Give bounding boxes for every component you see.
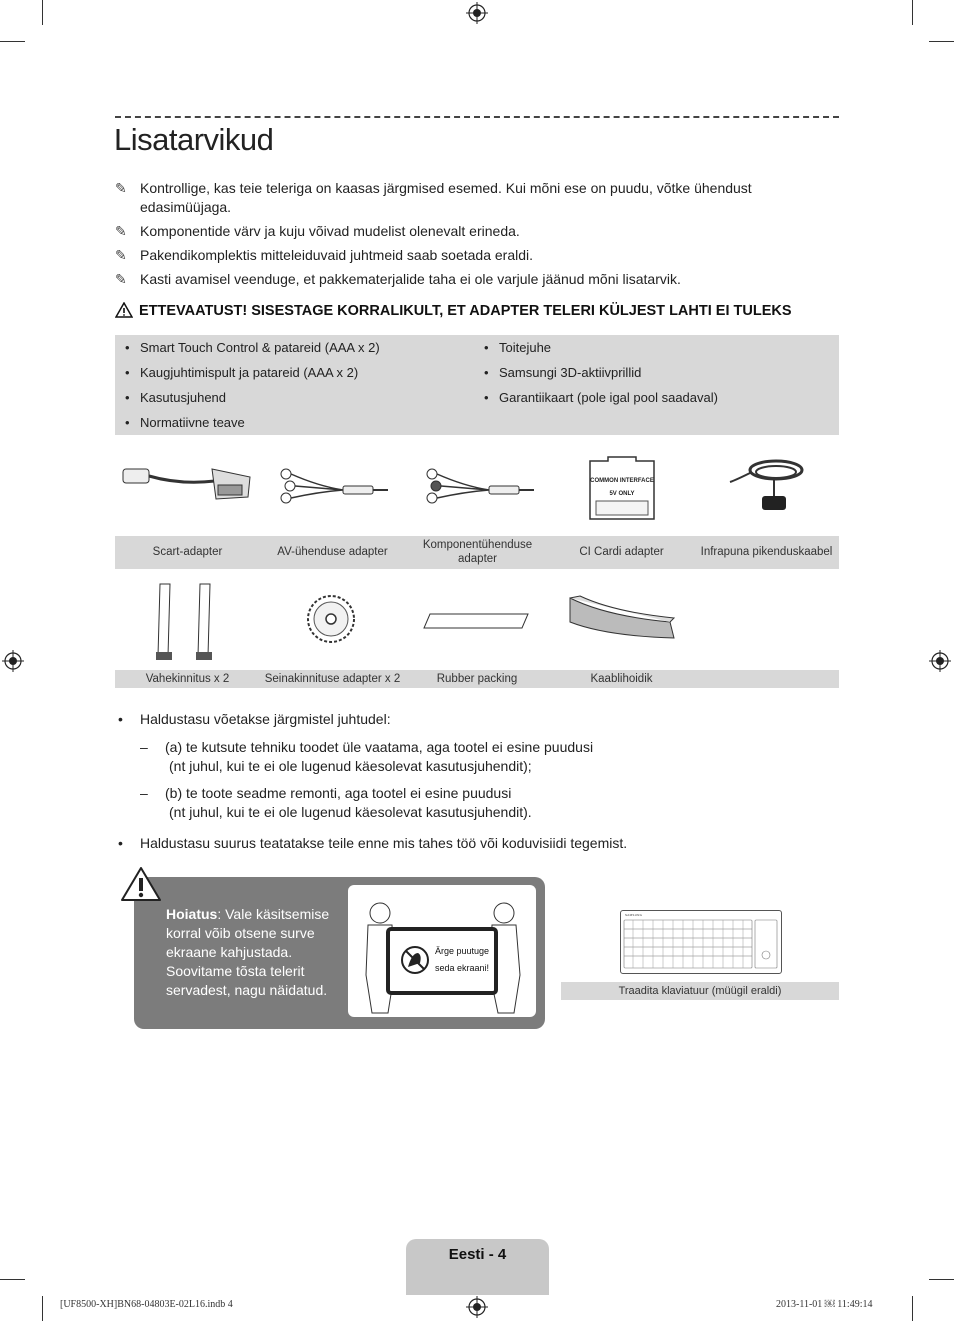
included-list-right <box>474 335 718 410</box>
wireless-keyboard-image <box>620 910 782 974</box>
scart-adapter-image <box>120 455 255 515</box>
caption-wireless-keyboard: Traadita klaviatuur (müügil eraldi) <box>561 982 839 1000</box>
warning-triangle-icon <box>115 302 133 318</box>
note: ✎ Pakendikomplektis mitteleiduvaid juhtmeid saab soetada eraldi. <box>115 247 533 263</box>
caption-band <box>115 670 839 688</box>
screen-sign-text: seda ekraani! <box>434 963 490 973</box>
caption-av-adapter: AV-ühenduse adapter <box>277 546 388 558</box>
ci-card-label: COMMON INTERFACE <box>590 478 654 484</box>
caption-ci-card-adapter: CI Cardi adapter <box>579 546 664 558</box>
component-adapter-image <box>414 462 539 512</box>
print-imprint-left: [UF8500-XH]BN68-04803E-02L16.indb 4 <box>60 1299 233 1310</box>
screen-sign-text: Ärge puutuge <box>434 946 490 956</box>
registration-mark-icon <box>929 650 951 672</box>
crop-mark <box>929 41 954 42</box>
crop-mark <box>0 1279 25 1280</box>
caution-heading: ETTEVAATUST! SISESTAGE KORRALIKULT, ET ADAPTER TELERI KÜLJEST LAHTI EI TULEKS <box>115 302 792 319</box>
crop-mark <box>0 41 25 42</box>
page-title: Lisatarvikud <box>114 122 274 157</box>
ir-extender-cable-image <box>726 450 810 518</box>
fees-case: – (b) te toote seadme remonti, aga tootel ei esine puudusi (nt juhul, kui te ei ole lugenud käesolevat kasutusjuhendit). <box>140 785 532 820</box>
note: ✎ Kasti avamisel veenduge, et pakkematerjalide taha ei ole varjule jäänud mõni lisatarvik. <box>115 271 681 287</box>
spacer-image <box>150 580 225 664</box>
warning-text: Hoiatus: Vale käsitsemise korral võib otsene surve ekraane kahjustada. Soovitame tõsta telerit servadest, nagu näidatud. <box>166 906 330 998</box>
fees-intro: • Haldustasu võetakse järgmistel juhtudel: <box>118 711 391 727</box>
av-adapter-image <box>268 462 393 512</box>
list-item: • Smart Touch Control & patareid (AAA x 2) <box>115 335 380 360</box>
note-pencil-icon: ✎ <box>115 223 127 239</box>
note-pencil-icon: ✎ <box>115 180 127 196</box>
ci-card-label: 5V ONLY <box>609 491 635 497</box>
rubber-packing-image <box>420 610 532 632</box>
crop-mark <box>912 0 913 25</box>
title-rule <box>115 116 839 118</box>
list-item: • Toitejuhe <box>474 335 718 360</box>
note-pencil-icon: ✎ <box>115 271 127 287</box>
page-number: Eesti - 4 <box>448 1246 507 1263</box>
caption-rubber-packing: Rubber packing <box>436 673 518 685</box>
keyboard-keys <box>621 911 781 973</box>
registration-mark-icon <box>466 2 488 24</box>
wall-mount-adapter-image <box>304 592 358 646</box>
caption-scart-adapter: Scart-adapter <box>152 546 223 558</box>
crop-mark <box>929 1279 954 1280</box>
list-item: • Kasutusjuhend <box>115 385 380 410</box>
note: ✎ Komponentide värv ja kuju võivad mudelist olenevalt erineda. <box>115 223 520 239</box>
cable-holder-image <box>566 592 678 642</box>
registration-mark-icon <box>2 650 24 672</box>
note: ✎ Kontrollige, kas teie teleriga on kaasas järgmised esemed. Kui mõni ese on puudu, võtke ühendust edasimüüjaga. <box>115 180 752 215</box>
note-pencil-icon: ✎ <box>115 247 127 263</box>
list-item: • Garantiikaart (pole igal pool saadaval) <box>474 385 718 410</box>
fees-case: – (a) te kutsute tehniku toodet üle vaatama, aga tootel ei esine puudusi (nt juhul, kui te ei ole lugenud käesolevat kasutusjuhendit); <box>140 739 594 774</box>
keyboard-brand: SAMSUNG <box>625 913 643 917</box>
caption-ir-extender: Infrapuna pikenduskaabel <box>700 546 833 558</box>
fees-note: • Haldustasu suurus teatatakse teile enne mis tahes töö või koduvisiidi tegemist. <box>118 835 628 851</box>
crop-mark <box>42 1296 43 1321</box>
caption-component-adapter: Komponentühenduse adapter <box>422 539 533 565</box>
caption-cable-holder: Kaablihoidik <box>590 673 653 685</box>
list-item: • Samsungi 3D-aktiivprillid <box>474 360 718 385</box>
registration-mark-icon <box>466 1296 488 1318</box>
caption-spacer: Vahekinnitus x 2 <box>145 673 230 685</box>
tv-lifting-illustration <box>348 885 536 1017</box>
warning-triangle-icon <box>120 866 162 902</box>
caption-wall-mount-adapter: Seinakinnituse adapter x 2 <box>264 673 401 685</box>
included-list-left <box>115 335 380 435</box>
print-imprint-right: 2013-11-01 ￼ 11:49:14 <box>776 1299 873 1310</box>
list-item: • Kaugjuhtimispult ja patareid (AAA x 2) <box>115 360 380 385</box>
included-items-box <box>115 335 839 435</box>
ci-card-adapter-image <box>586 455 658 521</box>
crop-mark <box>42 0 43 25</box>
crop-mark <box>912 1296 913 1321</box>
list-item: • Normatiivne teave <box>115 410 380 435</box>
caption-band <box>115 536 839 569</box>
